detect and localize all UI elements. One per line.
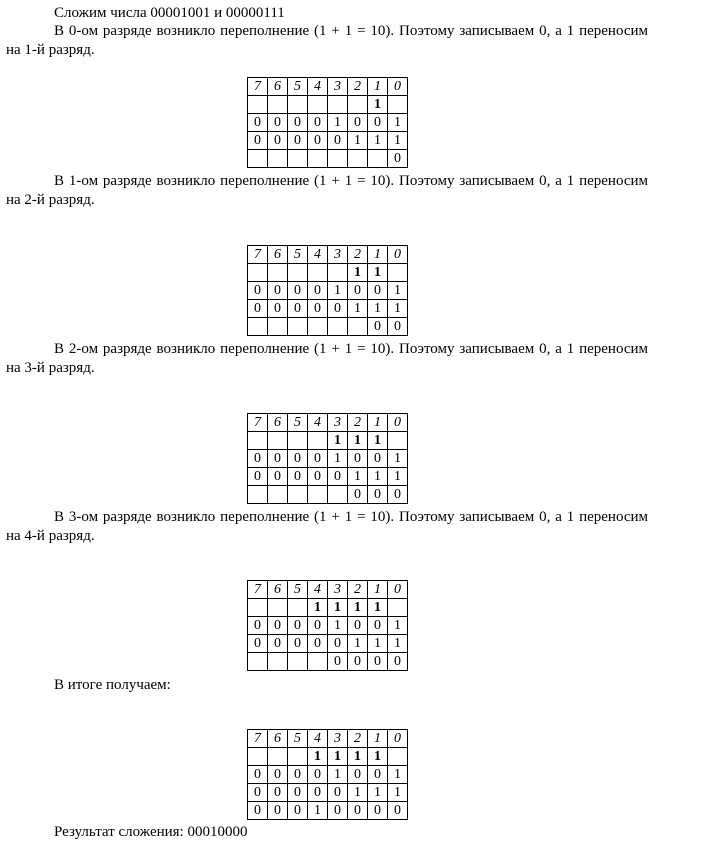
addend-a-cell: 1	[388, 766, 408, 784]
result-cell	[308, 486, 328, 504]
addend-a-cell: 0	[268, 114, 288, 132]
result-row	[248, 486, 408, 504]
result-cell	[368, 150, 388, 168]
carry-cell	[328, 264, 348, 282]
result-cell	[268, 486, 288, 504]
bit-header-cell: 7	[248, 246, 268, 264]
result-cell: 0	[388, 150, 408, 168]
addend-a-cell: 0	[348, 282, 368, 300]
addend-a-cell: 1	[328, 617, 348, 635]
result-cell: 0	[388, 486, 408, 504]
addend-b-cell: 0	[328, 300, 348, 318]
result-cell	[328, 318, 348, 336]
carry-cell: 1	[348, 748, 368, 766]
addend-b-row	[248, 784, 408, 802]
carry-cell	[248, 96, 268, 114]
result-cell	[288, 653, 308, 671]
addend-a-cell: 0	[268, 617, 288, 635]
addend-b-cell: 1	[368, 300, 388, 318]
addend-b-cell: 0	[248, 468, 268, 486]
step-2-text: В 2-ом разряде возникло переполнение (1 + 1 = 10). Поэтому записываем 0, а 1 переносим на 3-й разряд.	[6, 341, 648, 376]
addend-a-cell: 0	[348, 766, 368, 784]
addend-a-row	[248, 114, 408, 132]
carry-cell: 1	[368, 748, 388, 766]
bit-header-cell: 5	[288, 730, 308, 748]
addend-a-cell: 1	[388, 617, 408, 635]
addend-b-cell: 0	[268, 300, 288, 318]
result-row	[248, 802, 408, 820]
addend-a-cell: 0	[288, 450, 308, 468]
carry-cell	[268, 432, 288, 450]
final-table	[247, 729, 408, 820]
carry-row	[248, 432, 408, 450]
carry-cell	[268, 264, 288, 282]
addend-b-cell: 0	[308, 468, 328, 486]
addend-a-cell: 0	[268, 282, 288, 300]
result-cell: 0	[248, 802, 268, 820]
bit-header-cell: 6	[268, 246, 288, 264]
addend-a-cell: 0	[368, 766, 388, 784]
addend-b-cell: 1	[368, 132, 388, 150]
bit-header-row	[248, 730, 408, 748]
result-row	[248, 653, 408, 671]
result-cell	[248, 653, 268, 671]
carry-cell: 1	[368, 432, 388, 450]
result-cell: 0	[368, 318, 388, 336]
addend-b-cell: 0	[288, 132, 308, 150]
addend-a-cell: 0	[368, 114, 388, 132]
bit-header-cell: 2	[348, 730, 368, 748]
bit-header-cell: 6	[268, 414, 288, 432]
addend-a-row	[248, 282, 408, 300]
bit-header-cell: 3	[328, 730, 348, 748]
bit-header-row	[248, 414, 408, 432]
result-cell: 0	[368, 802, 388, 820]
carry-cell	[268, 748, 288, 766]
carry-cell	[248, 432, 268, 450]
addend-a-cell: 0	[348, 450, 368, 468]
carry-row	[248, 748, 408, 766]
addend-b-cell: 0	[308, 132, 328, 150]
bit-header-cell: 7	[248, 730, 268, 748]
carry-cell: 1	[328, 432, 348, 450]
addend-b-cell: 0	[248, 784, 268, 802]
addend-a-cell: 0	[288, 114, 308, 132]
bit-header-cell: 2	[348, 78, 368, 96]
bit-header-row	[248, 581, 408, 599]
addend-a-cell: 0	[348, 114, 368, 132]
carry-row	[248, 96, 408, 114]
addend-a-cell: 0	[368, 282, 388, 300]
bit-header-cell: 0	[388, 730, 408, 748]
addend-a-row	[248, 450, 408, 468]
bit-header-cell: 2	[348, 246, 368, 264]
addend-b-cell: 0	[308, 635, 328, 653]
carry-cell	[388, 96, 408, 114]
bit-header-cell: 6	[268, 730, 288, 748]
bit-header-cell: 1	[368, 581, 388, 599]
carry-cell: 1	[368, 96, 388, 114]
carry-cell	[288, 599, 308, 617]
bit-header-cell: 4	[308, 414, 328, 432]
bit-header-cell: 7	[248, 414, 268, 432]
addend-b-cell: 0	[288, 468, 308, 486]
bit-header-cell: 6	[268, 581, 288, 599]
bit-header-cell: 4	[308, 730, 328, 748]
result-cell: 0	[288, 802, 308, 820]
addend-a-cell: 0	[308, 617, 328, 635]
result-cell	[348, 318, 368, 336]
addend-b-cell: 1	[348, 132, 368, 150]
result-cell: 0	[368, 653, 388, 671]
carry-cell: 1	[368, 599, 388, 617]
bit-header-cell: 3	[328, 246, 348, 264]
carry-cell	[288, 432, 308, 450]
carry-cell	[388, 264, 408, 282]
bit-header-cell: 5	[288, 581, 308, 599]
bit-header-cell: 0	[388, 78, 408, 96]
addend-a-row	[248, 617, 408, 635]
step-0-text: В 0-ом разряде возникло переполнение (1 + 1 = 10). Поэтому записываем 0, а 1 переносим на 1-й разряд.	[6, 23, 648, 58]
addend-b-cell: 0	[288, 784, 308, 802]
bit-header-cell: 4	[308, 246, 328, 264]
result-cell: 0	[268, 802, 288, 820]
carry-cell	[328, 96, 348, 114]
addend-b-cell: 1	[348, 635, 368, 653]
addend-b-cell: 1	[368, 635, 388, 653]
addend-a-cell: 0	[288, 617, 308, 635]
addend-a-cell: 0	[368, 617, 388, 635]
result-cell	[288, 318, 308, 336]
bit-header-cell: 4	[308, 581, 328, 599]
result-cell	[308, 150, 328, 168]
addend-b-cell: 0	[328, 635, 348, 653]
carry-cell: 1	[348, 432, 368, 450]
addend-b-cell: 1	[348, 300, 368, 318]
result-cell: 0	[348, 486, 368, 504]
addend-a-cell: 0	[368, 450, 388, 468]
bit-header-cell: 5	[288, 414, 308, 432]
addend-a-cell: 1	[328, 450, 348, 468]
addend-b-cell: 1	[388, 784, 408, 802]
result-cell: 0	[388, 802, 408, 820]
addend-b-cell: 1	[388, 635, 408, 653]
addend-b-cell: 1	[388, 468, 408, 486]
addend-b-cell: 1	[348, 468, 368, 486]
addend-a-cell: 0	[248, 617, 268, 635]
bit-header-cell: 1	[368, 730, 388, 748]
bit-header-cell: 0	[388, 414, 408, 432]
result-cell: 0	[348, 653, 368, 671]
carry-cell	[308, 432, 328, 450]
addend-a-cell: 0	[268, 450, 288, 468]
step-1-text: В 1-ом разряде возникло переполнение (1 + 1 = 10). Поэтому записываем 0, а 1 переносим на 2-й разряд.	[6, 173, 648, 208]
carry-cell	[288, 96, 308, 114]
bit-header-cell: 3	[328, 581, 348, 599]
carry-cell	[268, 599, 288, 617]
step-2-table	[247, 413, 408, 504]
addend-b-cell: 1	[388, 300, 408, 318]
addend-a-cell: 0	[248, 282, 268, 300]
bit-header-cell: 2	[348, 581, 368, 599]
carry-cell	[308, 96, 328, 114]
addend-a-cell: 0	[248, 450, 268, 468]
intro-line: Сложим числа 00001001 и 00000111	[54, 5, 285, 21]
addend-b-cell: 0	[288, 635, 308, 653]
carry-cell	[268, 96, 288, 114]
addend-b-cell: 0	[268, 468, 288, 486]
bit-header-cell: 1	[368, 246, 388, 264]
bit-header-cell: 6	[268, 78, 288, 96]
addend-a-cell: 0	[308, 450, 328, 468]
bit-header-cell: 4	[308, 78, 328, 96]
carry-cell	[388, 748, 408, 766]
carry-cell	[288, 264, 308, 282]
bit-header-cell: 1	[368, 414, 388, 432]
result-cell	[308, 318, 328, 336]
carry-cell	[308, 264, 328, 282]
addend-b-cell: 0	[328, 132, 348, 150]
result-cell	[248, 150, 268, 168]
bit-header-cell: 3	[328, 78, 348, 96]
bit-header-cell: 1	[368, 78, 388, 96]
carry-cell: 1	[308, 599, 328, 617]
addend-a-cell: 1	[328, 114, 348, 132]
addend-a-cell: 0	[348, 617, 368, 635]
addend-b-row	[248, 300, 408, 318]
carry-cell: 1	[328, 599, 348, 617]
addend-a-cell: 0	[288, 766, 308, 784]
addend-b-cell: 0	[248, 132, 268, 150]
addend-a-cell: 0	[248, 114, 268, 132]
bit-header-cell: 0	[388, 581, 408, 599]
bit-header-cell: 3	[328, 414, 348, 432]
addend-a-cell: 1	[328, 766, 348, 784]
carry-cell: 1	[368, 264, 388, 282]
addend-a-cell: 1	[388, 282, 408, 300]
addend-b-cell: 0	[248, 300, 268, 318]
carry-cell: 1	[348, 599, 368, 617]
carry-cell	[348, 96, 368, 114]
step-1-table	[247, 245, 408, 336]
carry-cell	[388, 599, 408, 617]
result-cell: 0	[388, 318, 408, 336]
carry-cell	[288, 748, 308, 766]
addend-a-row	[248, 766, 408, 784]
result-cell	[248, 486, 268, 504]
result-cell	[268, 150, 288, 168]
result-row	[248, 150, 408, 168]
result-cell: 0	[368, 486, 388, 504]
bit-header-cell: 7	[248, 581, 268, 599]
carry-row	[248, 599, 408, 617]
step-3-table	[247, 580, 408, 671]
result-cell: 0	[328, 802, 348, 820]
carry-cell: 1	[308, 748, 328, 766]
bit-header-row	[248, 246, 408, 264]
addend-b-row	[248, 635, 408, 653]
result-row	[248, 318, 408, 336]
summary-line: В итоге получаем:	[54, 677, 171, 693]
addend-a-cell: 1	[388, 450, 408, 468]
result-cell	[348, 150, 368, 168]
bit-header-row	[248, 78, 408, 96]
addend-b-row	[248, 468, 408, 486]
addend-b-cell: 1	[368, 784, 388, 802]
addend-b-cell: 0	[288, 300, 308, 318]
addend-a-cell: 0	[308, 766, 328, 784]
result-cell	[248, 318, 268, 336]
bit-header-cell: 5	[288, 246, 308, 264]
addend-a-cell: 0	[308, 114, 328, 132]
addend-a-cell: 1	[388, 114, 408, 132]
result-cell: 0	[328, 653, 348, 671]
result-cell	[288, 150, 308, 168]
bit-header-cell: 7	[248, 78, 268, 96]
addend-a-cell: 0	[248, 766, 268, 784]
result-cell	[268, 653, 288, 671]
bit-header-cell: 0	[388, 246, 408, 264]
addend-b-cell: 0	[268, 132, 288, 150]
step-0-table	[247, 77, 408, 168]
addend-b-cell: 1	[348, 784, 368, 802]
result-cell	[308, 653, 328, 671]
addend-a-cell: 0	[288, 282, 308, 300]
addend-b-cell: 0	[328, 784, 348, 802]
carry-cell	[248, 748, 268, 766]
carry-row	[248, 264, 408, 282]
bit-header-cell: 5	[288, 78, 308, 96]
carry-cell	[248, 264, 268, 282]
carry-cell: 1	[348, 264, 368, 282]
carry-cell	[248, 599, 268, 617]
addend-b-cell: 1	[368, 468, 388, 486]
result-cell: 0	[388, 653, 408, 671]
carry-cell	[388, 432, 408, 450]
bit-header-cell: 2	[348, 414, 368, 432]
addend-a-cell: 0	[308, 282, 328, 300]
addend-b-cell: 1	[388, 132, 408, 150]
addend-a-cell: 0	[268, 766, 288, 784]
result-cell	[288, 486, 308, 504]
result-cell	[268, 318, 288, 336]
addend-a-cell: 1	[328, 282, 348, 300]
step-3-text: В 3-ом разряде возникло переполнение (1 + 1 = 10). Поэтому записываем 0, а 1 переносим на 4-й разряд.	[6, 509, 648, 544]
result-cell: 1	[308, 802, 328, 820]
addend-b-row	[248, 132, 408, 150]
carry-cell: 1	[328, 748, 348, 766]
result-cell	[328, 150, 348, 168]
addend-b-cell: 0	[268, 635, 288, 653]
addend-b-cell: 0	[268, 784, 288, 802]
addend-b-cell: 0	[328, 468, 348, 486]
addend-b-cell: 0	[308, 784, 328, 802]
result-cell: 0	[348, 802, 368, 820]
addend-b-cell: 0	[248, 635, 268, 653]
result-cell	[328, 486, 348, 504]
result-line: Результат сложения: 00010000	[54, 824, 248, 840]
addend-b-cell: 0	[308, 300, 328, 318]
